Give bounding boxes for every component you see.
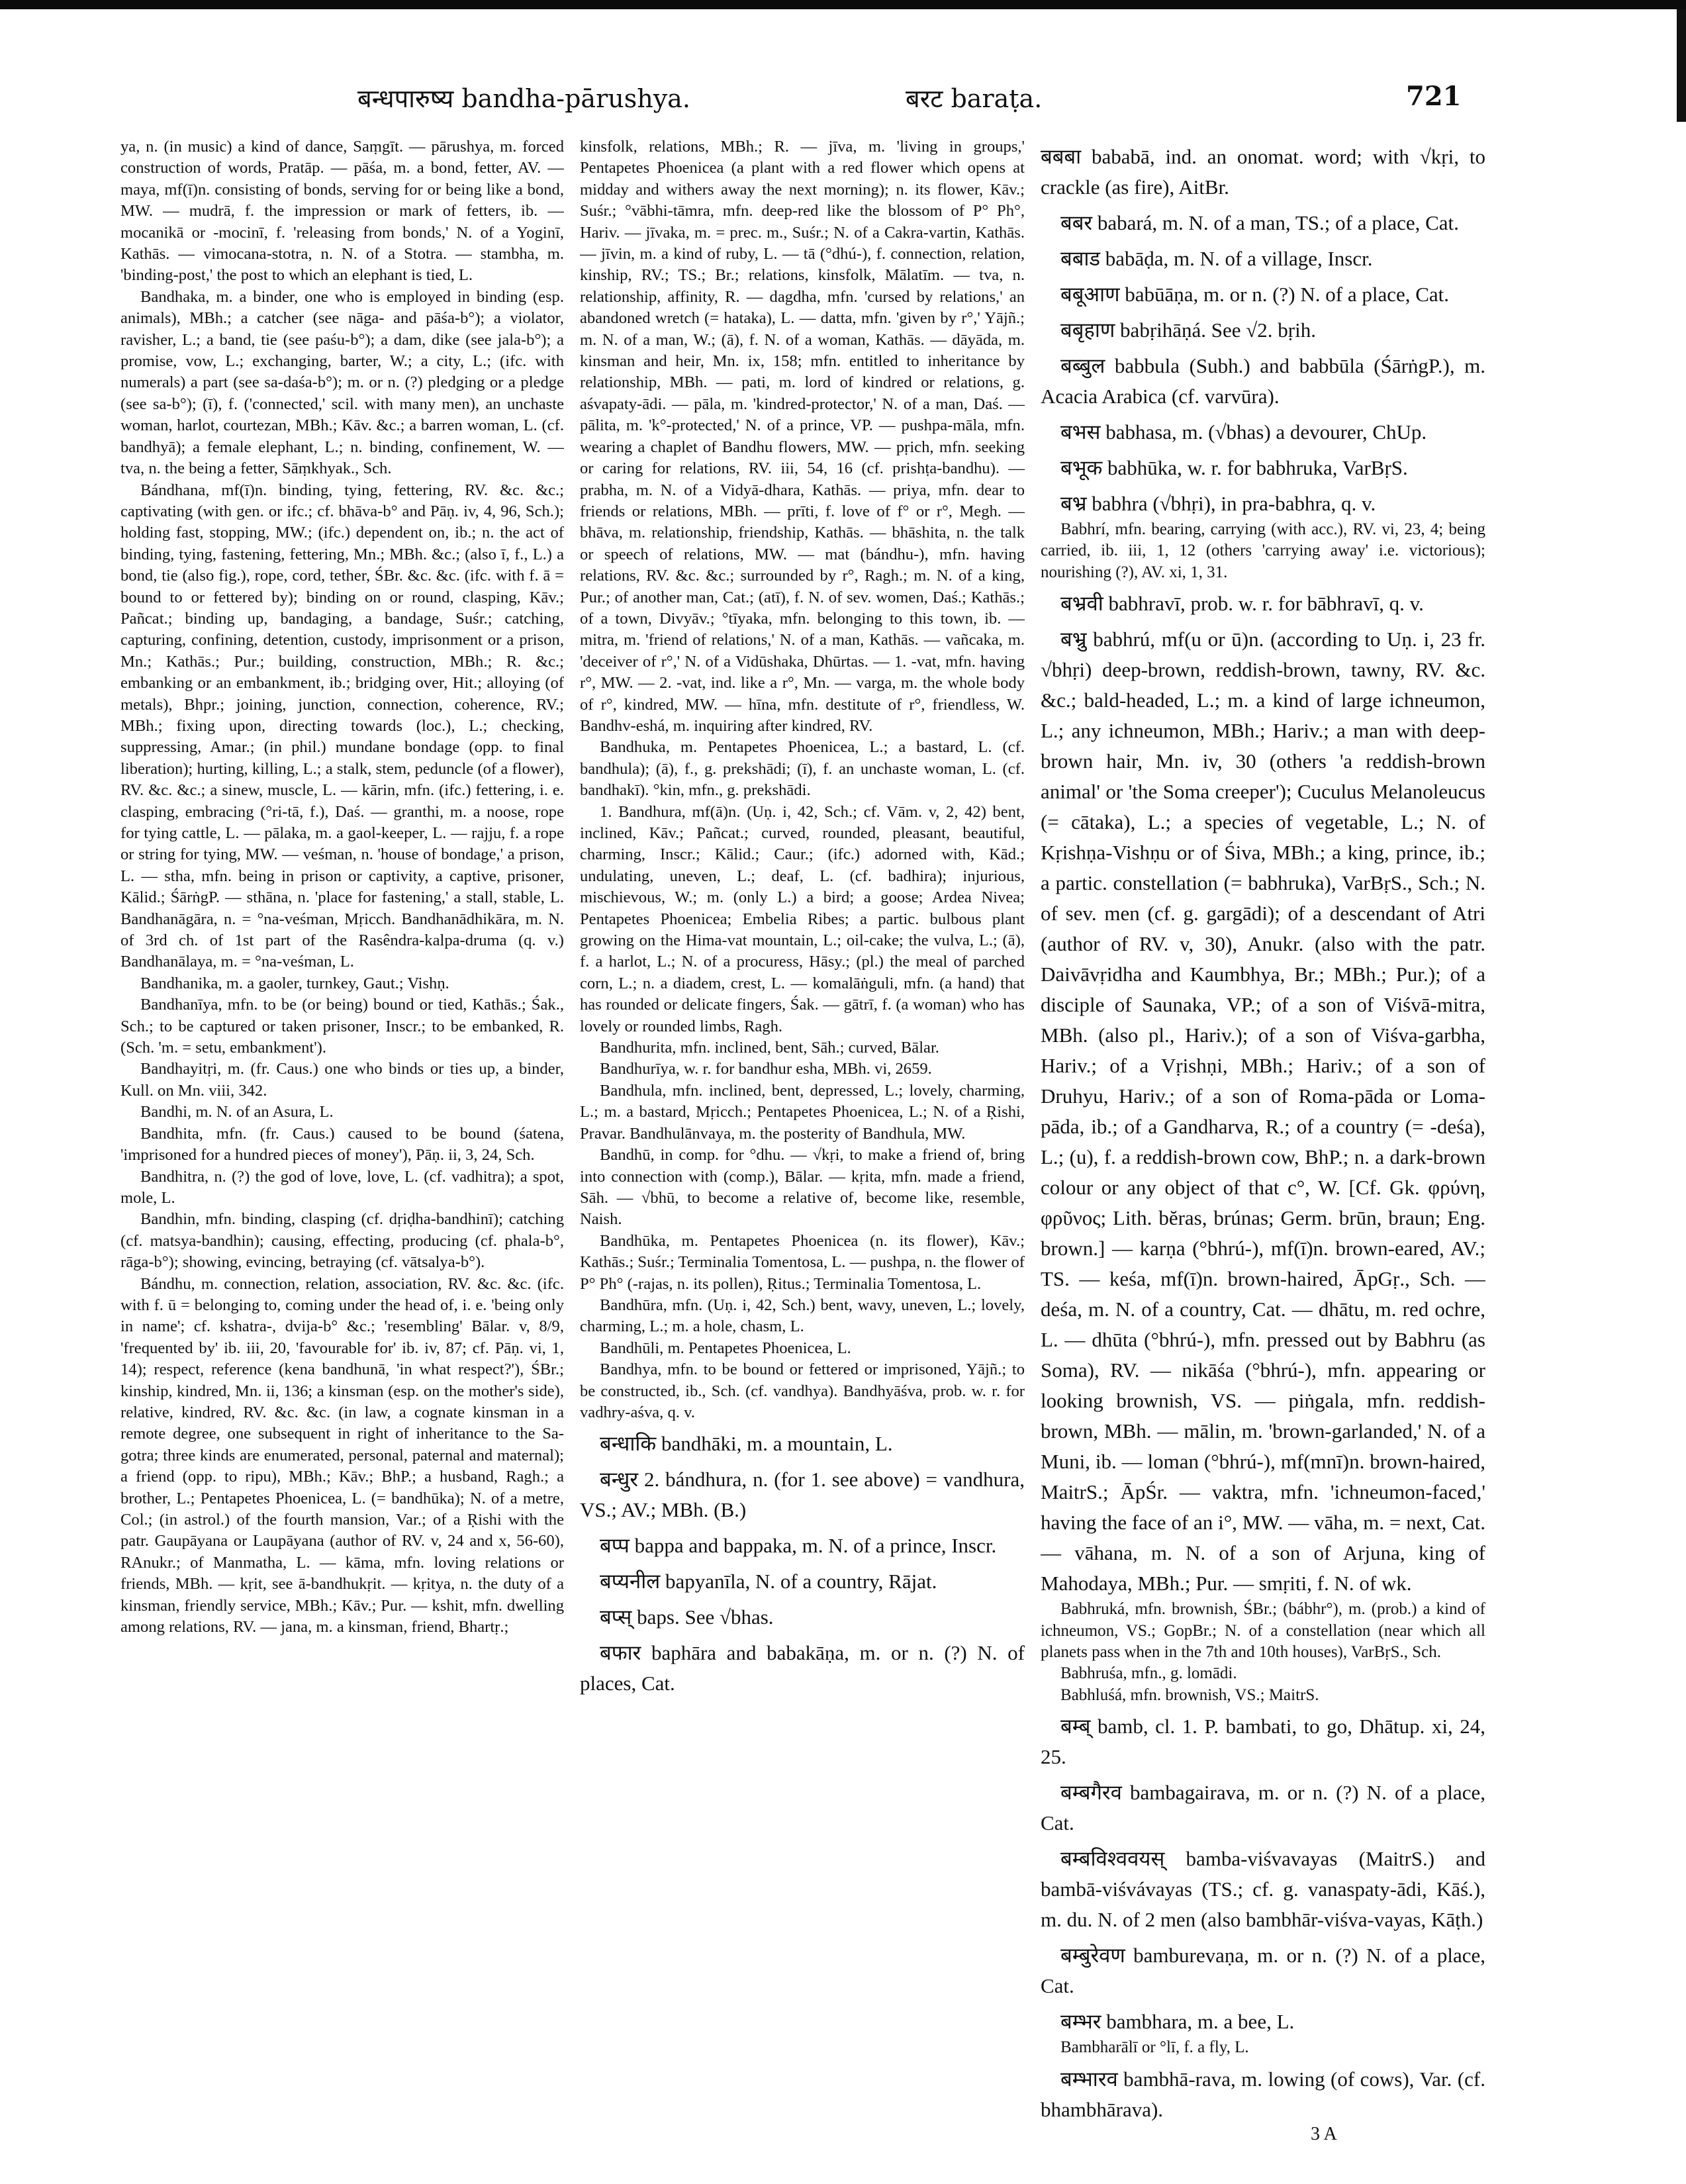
dictionary-entry: Bandhū, in comp. for °dhu. — √kṛi, to make a friend of, bring into connection with (comp.), Bālar. — kṛita, mfn. made a friend, Sāh. — √bhū, to become a relative of, become like, resemble, Naish. — [580, 1146, 1025, 1229]
dictionary-entry: Bambharālī or °lī, f. a fly, L. — [1060, 2038, 1249, 2057]
dictionary-entry: 1. Bandhura, mf(ā)n. (Uṇ. i, 42, Sch.; cf. Vām. v, 2, 42) bent, inclined, Kāv.; Pañcat.; curved, rounded, pleasant, beautiful, charming, Inscr.; Kālid.; Caur.; (ifc.) adorned with, Kād.; undulating, uneven, L.; deaf, L. (cf. badhira); injurious, mischievous, W.; m. (only L.) a bird; a goose; Ardea Nivea; Pentapetes Phoenicea; Embelia Ribes; a partic. bulbous plant growing on the Hima-vat mountain, L.; oil-cake; the vulva, L.; (ā), f. a harlot, L.; N. of a procuress, Hāsy.; (pl.) the meal of parched corn, L.; n. a diadem, crest, L. — komalāṅguli, mfn. (a hand) that has rounded or delicate fingers, Śak. — gātrī, f. (a woman) who has lovely or rounded limbs, Ragh. — [580, 802, 1025, 1035]
dictionary-entry: Babhruśa, mfn., g. lomādi. — [1060, 1664, 1237, 1683]
dictionary-entry: बब्बुल babbula (Subh.) and babbūla (ŚārṅgP.), m. Acacia Arabica (cf. varvūra). — [1041, 354, 1485, 408]
dictionary-entry: Bandhurita, mfn. inclined, bent, Sāh.; curved, Bālar. — [600, 1039, 939, 1057]
dictionary-entry: Bandhanika, m. a gaoler, turnkey, Gaut.; Vishṇ. — [140, 974, 449, 992]
dictionary-entry: बम्बविश्ववयस् bamba-viśvavayas (MaitrS.) and bambā-viśvávayas (TS.; cf. g. vanaspaty-ādi, Kāś.), m. du. N. of 2 men (also bambhār-viśva-vayas, Kāṭh.) — [1041, 1847, 1485, 1932]
dictionary-entry: बफार baphāra and babakāṇa, m. or n. (?) N. of places, Cat. — [580, 1641, 1025, 1695]
column-2 — [580, 136, 1025, 2129]
dictionary-entry: Bandhūra, mfn. (Uṇ. i, 42, Sch.) bent, wavy, uneven, L.; lovely, charming, L.; m. a hole, chasm, L. — [580, 1296, 1025, 1336]
dictionary-entry: kinsfolk, relations, MBh.; R. — jīva, m. 'living in groups,' Pentapetes Phoenicea (a plant with a red flower which opens at midday and withers away the next morning); n. its flower, Kāv.; Suśr.; °vābhi-tāmra, mfn. deep-red like the blossom of P° Ph°, Hariv. — jīvaka, m. = prec. m., Suśr.; N. of a Cakra-vartin, Kathās. — jīvin, m. a kind of ruby, L. — tā (°dhú-), f. connection, relation, kinship, RV.; TS.; Br.; relations, kinsfolk, Mālatīm. — tva, n. relationship, affinity, R. — dagdha, mfn. 'cursed by relations,' an abandoned wretch (= hataka), L. — datta, mfn. 'given by r°,' Yājñ.; m. N. of a man, W.; (ā), f. N. of a woman, Kathās. — dāyāda, m. kinsman and heir, Mn. ix, 158; mfn. entitled to inheritance by relationship, MBh. — pati, m. lord of kindred or relations, g. aśvapaty-ādi. — pāla, m. 'kindred-protector,' N. of a man, Daś. — pālita, m. 'k°-protected,' N. of a prince, VP. — pushpa-māla, mfn. wearing a chaplet of Bandhu flowers, MW. — pṛich, mfn. seeking or caring for relations, RV. iii, 54, 16 (cf. prishṭa-bandhu). — prabha, m. N. of a Vidyā-dhara, Kathās. — priya, mfn. dear to friends or relations, MBh. — prīti, f. love of f° or r°, Megh. — bhāva, m. relationship, friendship, Kathās. — bhāshita, n. the talk or speech of relations, MW. — mat (bándhu-), mfn. having relations, RV. &c. &c.; surrounded by r°, Ragh.; m. N. of a king, Pur.; of another man, Cat.; (atī), f. N. of sev. women, Daś.; Kathās.; of a town, Divyāv.; °tīyaka, mfn. belonging to this town, ib. — mitra, m. 'friend of relations,' N. of a man, Kathās. — vañcaka, m. 'deceiver of r°,' N. of a Vidūshaka, Dhūrtas. — 1. -vat, mfn. having r°, MW. — 2. -vat, ind. like a r°, Mn. — varga, m. the whole body of r°, kindred, MW. — hīna, mfn. destitute of r°, friendless, W. Bandhv-eshá, m. inquiring after kindred, RV. — [580, 138, 1025, 735]
scan-corner-mark — [1677, 9, 1686, 122]
dictionary-entry: बप्प bappa and bappaka, m. N. of a prince, Inscr. — [600, 1534, 997, 1558]
dictionary-entry: Bándhana, mf(ī)n. binding, tying, fettering, RV. &c. &c.; captivating (with gen. or ifc.; cf. bhāva-b° and Pāṇ. iv, 4, 96, Sch.); holding fast, stopping, MW.; (ifc.) dependent on, ib.; n. the act of binding, tying, fastening, fettering, Mn.; MBh. &c.; (also ī, f., L.) a bond, tie (also fig.), rope, cord, tether, ŚBr. &c. &c. (ifc. with f. ā = bound to or fettered by); binding on or round, clasping, Kāv.; Pañcat.; binding up, bandaging, a bandage, Suśr.; catching, capturing, confining, detention, custody, imprisonment or a prison, Mn.; Kathās.; Pur.; building, construction, MBh.; R. &c.; embanking or an embankment, ib.; bridging over, Hit.; alloying (of metals), Bhpr.; joining, junction, connection, coherence, RV.; MBh.; fixing upon, directing towards (loc.), L.; checking, suppressing, Amar.; (in phil.) mundane bondage (opp. to final liberation); hurting, killing, L.; a stalk, stem, peduncle (of a flower), RV. &c. &c.; a sinew, muscle, L. — kārin, mfn. (ifc.) fettering, i. e. clasping, embracing (°ri-tā, f.), Daś. — granthi, m. a noose, rope for tying cattle, L. — pālaka, m. a gaol-keeper, L. — rajju, f. a rope or string for tying, MW. — veśman, n. 'house of bondage,' a prison, L. — stha, mfn. being in prison or captivity, a captive, prisoner, Kālid.; ŚārṅgP. — sthāna, n. 'place for fastening,' a stall, stable, L. Bandhanāgāra, n. = °na-veśman, Mṛicch. Bandhanādhikāra, m. N. of 3rd ch. of 1st part of the Rasêndra-kalpa-druma (q. v.) Bandhanālaya, m. = °na-veśman, L. — [120, 481, 564, 971]
dictionary-entry: Bandhin, mfn. binding, clasping (cf. dṛiḍha-bandhinī); catching (cf. matsya-bandhin); causing, effecting, producing (cf. phala-b°, rāga-b°); showing, evincing, betraying (cf. vātsalya-b°). — [120, 1210, 564, 1272]
page-number: 721 — [1406, 81, 1462, 112]
dictionary-entry: बम्भर bambhara, m. a bee, L. — [1060, 2010, 1295, 2034]
dictionary-entry: बन्धाकि bandhāki, m. a mountain, L. — [600, 1432, 893, 1456]
dictionary-entry: बबाड babāḍa, m. N. of a village, Inscr. — [1060, 247, 1373, 270]
dictionary-entry: Bándhu, m. connection, relation, association, RV. &c. &c. (ifc. with f. ū = belonging to, coming under the head of, i. e. 'being only in name'; cf. kshatra-, dvija-b° &c.; 'resembling' Bālar. v, 8/9, 'frequented by' ib. iii, 20, 'favourable for' ib. iv, 87; cf. Pāṇ. vi, 1, 14); respect, reference (kena bandhunā, 'in what respect?'), ŚBr.; kinship, kindred, Mn. ii, 136; a kinsman (esp. on the mother's side), relative, kindred, RV. &c. &c. (in law, a cognate kinsman in a remote degree, one subsequent in right of inheritance to the Sa-gotra; three kinds are enumerated, personal, paternal and maternal); a friend (opp. to ripu), MBh.; Kāv.; BhP.; a husband, Ragh.; a brother, L.; Pentapetes Phoenicea, L. (= bandhūka); N. of a metre, Col.; (in astrol.) of the fourth mansion, Var.; of a Ṛishi with the patr. Gaupāyana or Laupāyana (author of RV. v, 24 and x, 56-60), RAnukr.; of Manmatha, L. — kāma, mfn. loving relations or friends, MBh. — kṛit, see ā-bandhukṛit. — kṛitya, n. the duty of a kinsman, friendly service, MBh.; Kāv.; Pur. — kshit, mfn. dwelling among relations, RV. — jana, m. a kinsman, friend, Bhartṛ.; — [120, 1274, 564, 1637]
dictionary-entry: बभ्र babhra (√bhṛi), in pra-babhra, q. v. — [1060, 492, 1376, 515]
dictionary-entry: Bandhitra, n. (?) the god of love, love, L. (cf. vadhitra); a spot, mole, L. — [120, 1167, 564, 1207]
dictionary-entry: Bandhuka, m. Pentapetes Phoenicea, L.; a bastard, L. (cf. bandhula); (ā), f., g. prekshādi; (ī), f. an unchaste woman, L. (cf. bandhakī). °kin, mfn., g. prekshādi. — [580, 738, 1025, 800]
dictionary-entry: बभ्रु babhrú, mf(u or ū)n. (according to Uṇ. i, 23 fr. √bhṛi) deep-brown, reddish-brown, tawny, RV. &c. &c.; bald-headed, L.; m. a kind of large ichneumon, L.; any ichneumon, MBh.; Hariv.; a man with deep-brown hair, Mn. iv, 30 (others 'a reddish-brown animal' or 'the Soma creeper'); Cuculus Melanoleucus (= cātaka), L.; a species of vegetable, L.; N. of Kṛishṇa-Vishṇu or of Śiva, MBh.; a king, prince, ib.; a partic. constellation (= babhruka), VarBṛS., Sch.; N. of sev. men (cf. g. gargādi); of a descendant of Atri (author of RV. v, 30), Anukr. (also with the patr. Daivāvṛidha and Kaumbhya, Br.; MBh.; Pur.); of a disciple of Saunaka, VP.; of a son of Viśvā-mitra, MBh. (also pl., Hariv.); of a son of Viśva-garbha, Hariv.; of a Vṛishṇi, MBh.; Hariv.; of a son of Druhyu, Hariv.; of a son of Roma-pāda or Loma-pāda, ib.; of a Gandharva, R.; of a country (= -deśa), L.; (u), f. a reddish-brown cow, BhP.; n. a dark-brown colour or any object of that c°, W. [Cf. Gk. φρύνη, φρῦνος; Lith. bĕras, brúnas; Germ. brūn, braun; Eng. brown.] — karṇa (°bhrú-), mf(ī)n. brown-eared, AV.; TS. — keśa, mf(ī)n. brown-haired, ĀpGṛ., Sch. — deśa, m. N. of a country, Cat. — dhātu, m. red ochre, L. — dhūta (°bhrú-), mfn. pressed out by Babhru (as Soma), RV. — nikāśa (°bhrú-), mfn. appearing or looking brownish, VS. — piṅgala, mfn. reddish-brown, MBh. — mālin, m. 'brown-garlanded,' N. of a Muni, ib. — loman (°bhrú-), mf(mnī)n. brown-haired, MaitrS.; ĀpŚr. — vaktra, mfn. 'ichneumon-faced,' having the face of an i°, MW. — vāha, m. = next, Cat. — vāhana, m. N. of a son of Arjuna, king of Mahodaya, MBh.; Pur. — smṛiti, f. N. of wk. — [1041, 628, 1485, 1595]
running-head-left: बन्धपारुष्य bandha-pārushya. — [357, 84, 690, 113]
dictionary-entry: बभूक babhūka, w. r. for babhruka, VarBṛS. — [1060, 456, 1408, 479]
dictionary-entry: Bandhūka, m. Pentapetes Phoenicea (n. its flower), Kāv.; Kathās.; Suśr.; Terminalia Tomentosa, L. — pushpa, n. the flower of P° Ph° (-rajas, n. its pollen), Ṛitus.; Terminalia Tomentosa, L. — [580, 1231, 1025, 1293]
dictionary-entry: बबबा bababā, ind. an onomat. word; with √kṛi, to crackle (as fire), AitBr. — [1041, 145, 1485, 199]
dictionary-entry: Babhruká, mfn. brownish, ŚBr.; (bábhr°), m. (prob.) a kind of ichneumon, VS.; GopBr.; N. of a constellation (near which all planets pass when in the 7th and 10th houses), VarBṛS., Sch. — [1041, 1600, 1485, 1662]
dictionary-entry: Bandhayitṛi, m. (fr. Caus.) one who binds or ties up, a binder, Kull. on Mn. viii, 342. — [120, 1060, 564, 1100]
column-1 — [120, 136, 564, 2129]
dictionary-entry: बबृहाण babṛihāṇá. See √2. bṛih. — [1060, 318, 1316, 342]
dictionary-entry: Bandhaka, m. a binder, one who is employed in binding (esp. animals), MBh.; a catcher (see nāga- and pāśa-b°); a violator, ravisher, L.; a band, tie (see paśu-b°); a dam, dike (see jala-b°); a promise, vow, L.; exchanging, barter, W.; a city, L.; (ifc. with numerals) a part (see sa-daśa-b°); m. or n. (?) pledging or a pledge (see sa-b°); (ī), f. ('connected,' scil. with many men), an unchaste woman, harlot, courtezan, MBh.; Kāv. &c.; a barren woman, L. (cf. bandhyā); a female elephant, L.; n. binding, confinement, W. — tva, n. the being a fetter, Sāṃkhyak., Sch. — [120, 287, 564, 478]
dictionary-entry: ya, n. (in music) a kind of dance, Saṃgīt. — pārushya, m. forced construction of words, Pratāp. — pāśa, m. a bond, fetter, AV. — maya, mf(ī)n. consisting of bonds, serving for or being like a bond, MW. — mudrā, f. the impression or mark of fetters, ib. — mocanikā or -mocinī, f. 'releasing from bonds,' N. of a Yoginī, Kathās. — vimocana-stotra, n. N. of a Stotra. — stambha, m. 'binding-post,' the post to which an elephant is tied, L. — [120, 138, 564, 285]
dictionary-entry: Bandhanīya, mfn. to be (or being) bound or tied, Kathās.; Śak., Sch.; to be captured or taken prisoner, Inscr.; to be embanked, R. (Sch. 'm. = setu, embankment'). — [120, 996, 564, 1057]
dictionary-entry: बम्बुरेवण bamburevaṇa, m. or n. (?) N. of a place, Cat. — [1041, 1944, 1485, 1998]
dictionary-entry: Bandhita, mfn. (fr. Caus.) caused to be bound (śatena, 'imprisoned for a hundred pieces of money'), Pāṇ. ii, 3, 24, Sch. — [120, 1124, 564, 1164]
dictionary-entry: बप्स् baps. See √bhas. — [600, 1605, 774, 1629]
running-head-center: बरट baraṭa. — [906, 84, 1043, 113]
dictionary-entry: बभस babhasa, m. (√bhas) a devourer, ChUp. — [1060, 420, 1427, 444]
dictionary-entry: बबर babará, m. N. of a man, TS.; of a place, Cat. — [1060, 211, 1459, 234]
dictionary-entry: Bandhūli, m. Pentapetes Phoenicea, L. — [600, 1339, 851, 1357]
dictionary-entry: Bandhurīya, w. r. for bandhur esha, MBh. vi, 2659. — [600, 1060, 932, 1078]
scan-top-edge — [0, 0, 1686, 9]
dictionary-entry: बम्बगैरव bambagairava, m. or n. (?) N. of a place, Cat. — [1041, 1781, 1485, 1835]
dictionary-entry: Bandhya, mfn. to be bound or fettered or imprisoned, Yājñ.; to be constructed, ib., Sch. (cf. vandhya). Bandhyāśva, prob. w. r. for vadhry-aśva, q. v. — [580, 1360, 1025, 1421]
signature-mark: 3 A — [1311, 2124, 1337, 2144]
dictionary-entry: बम्भारव bambhā-rava, m. lowing (of cows), Var. (cf. bhambhārava). — [1041, 2067, 1485, 2121]
column-3 — [1041, 136, 1485, 2129]
dictionary-entry: बबूआण babūāṇa, m. or n. (?) N. of a place, Cat. — [1060, 283, 1450, 306]
dictionary-entry: Bandhula, mfn. inclined, bent, depressed, L.; lovely, charming, L.; m. a bastard, Mṛicch.; Pentapetes Phoenicea, L.; N. of a Ṛishi, Pravar. Bandhulānvaya, m. the posterity of Bandhula, MW. — [580, 1081, 1025, 1143]
dictionary-entry: बभ्रवी babhravī, prob. w. r. for bābhravī, q. v. — [1060, 592, 1424, 616]
dictionary-entry: बन्धुर 2. bándhura, n. (for 1. see above) = vandhura, VS.; AV.; MBh. (B.) — [580, 1468, 1025, 1522]
dictionary-entry: Babhrí, mfn. bearing, carrying (with acc.), RV. vi, 23, 4; being carried, ib. iii, 1, 12 (others 'carrying away' i.e. victorious); nourishing (?), AV. xi, 1, 31. — [1041, 520, 1485, 581]
dictionary-entry: Babhluśá, mfn. brownish, VS.; MaitrS. — [1060, 1685, 1319, 1704]
dictionary-entry: बम्ब् bamb, cl. 1. P. bambati, to go, Dhātup. xi, 24, 25. — [1041, 1715, 1485, 1769]
dictionary-entry: बप्यनील bapyanīla, N. of a country, Rājat. — [600, 1570, 937, 1593]
dictionary-entry: Bandhi, m. N. of an Asura, L. — [140, 1103, 334, 1121]
